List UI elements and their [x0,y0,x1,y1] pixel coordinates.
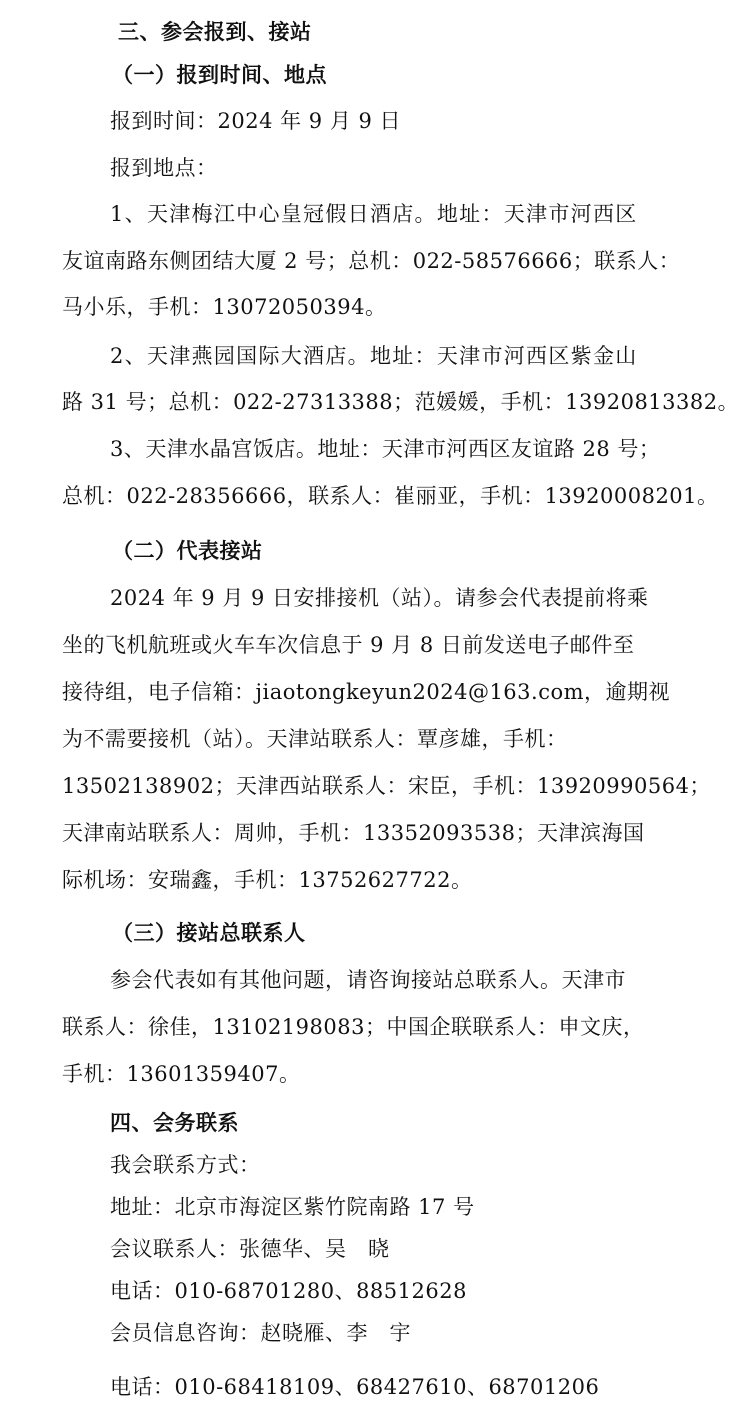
subsection-3-heading: （三）接站总联系人 [112,921,306,945]
subsection-1-heading: （一）报到时间、地点 [112,63,327,87]
pickup-line-5: 13502138902；天津西站联系人：宋臣，手机：13920990564； [62,774,711,798]
contact-line-3: 手机：13601359407。 [62,1062,301,1086]
subsection-2-heading: （二）代表接站 [112,539,263,563]
address-line: 地址：北京市海淀区紫竹院南路 17 号 [110,1195,475,1219]
pickup-line-3: 接待组，电子信箱：jiaotongkeyun2024@163.com，逾期视 [62,680,671,704]
pickup-line-7: 际机场：安瑞鑫，手机：13752627722。 [62,868,473,892]
contact-line-2: 联系人：徐佳，13102198083；中国企联联系人：申文庆， [62,1015,645,1039]
contact-line-1: 参会代表如有其他问题，请咨询接站总联系人。天津市 [110,968,626,992]
hotel-2-line-2: 路 31 号；总机：022-27313388；范媛媛，手机：13920813382。 [62,390,740,414]
hotel-1-line-1: 1、天津梅江中心皇冠假日酒店。地址：天津市河西区 [110,202,638,226]
section-3-heading: 三、参会报到、接站 [118,20,312,44]
pickup-line-4: 为不需要接机（站）。天津站联系人：覃彦雄，手机： [62,727,568,751]
pickup-line-6: 天津南站联系人：周帅，手机：13352093538；天津滨海国 [62,821,645,845]
meeting-contacts: 会议联系人：张德华、吴 晓 [110,1237,390,1261]
hotel-2-line-1: 2、天津燕园国际大酒店。地址：天津市河西区紫金山 [110,344,638,368]
meeting-phone: 电话：010-68701280、88512628 [110,1279,467,1303]
pickup-line-1: 2024 年 9 月 9 日安排接机（站）。请参会代表提前将乘 [110,586,649,610]
hotel-3-line-2: 总机：022-28356666，联系人：崔丽亚，手机：13920008201。 [62,484,719,508]
checkin-time: 报到时间：2024 年 9 月 9 日 [110,109,402,133]
hotel-3-line-1: 3、天津水晶宫饭店。地址：天津市河西区友谊路 28 号； [110,437,661,461]
pickup-line-2: 坐的飞机航班或火车车次信息于 9 月 8 日前发送电子邮件至 [62,633,635,657]
member-info-contacts: 会员信息咨询：赵晓雁、李 宇 [110,1321,411,1345]
contact-method-label: 我会联系方式： [110,1153,261,1177]
hotel-1-line-3: 马小乐，手机：13072050394。 [62,295,387,319]
checkin-place-label: 报到地点： [110,156,218,180]
hotel-1-line-2: 友谊南路东侧团结大厦 2 号；总机：022-58576666；联系人： [62,249,681,273]
section-4-heading: 四、会务联系 [110,1111,239,1135]
member-info-phone: 电话：010-68418109、68427610、68701206 [110,1375,600,1399]
